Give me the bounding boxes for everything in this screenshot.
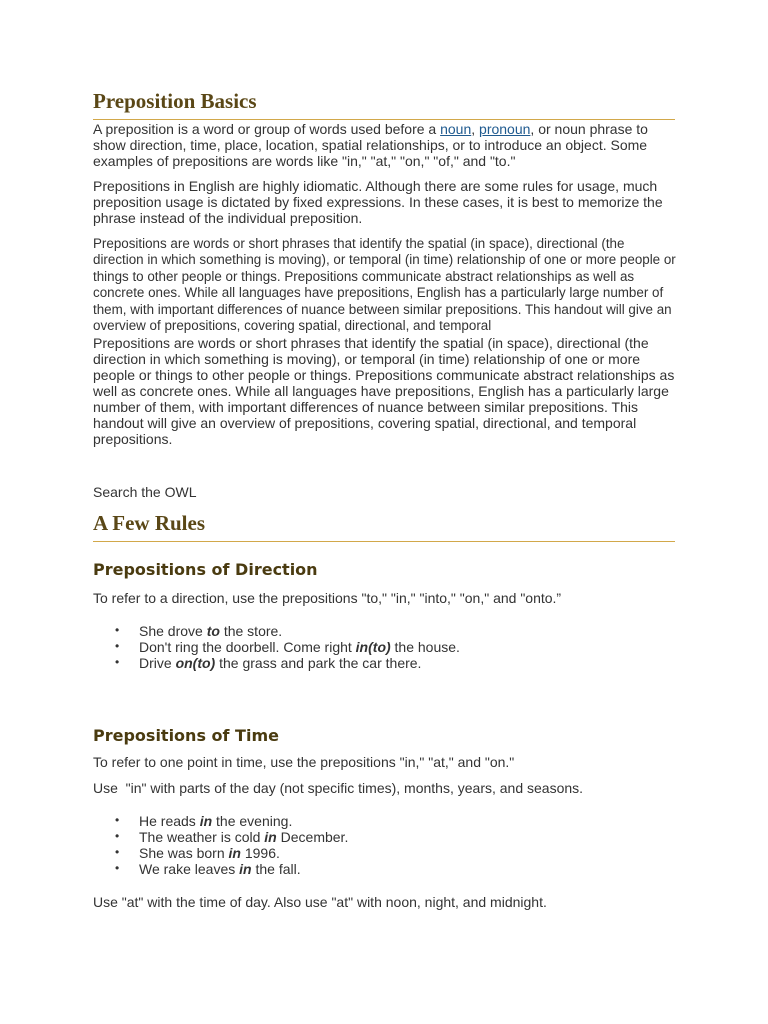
example-text-continued: December. [276,829,349,845]
pronoun-link[interactable]: pronoun [479,121,531,137]
intro-text-continued: , or noun phrase to show direction, time, place, location, spatial relationships, or to introduce an object. Some examples of prepositions are words like "in," "at," "on," "of," and "to." [93,121,648,169]
noun-link[interactable]: noun [440,121,472,137]
example-text: We rake leaves [139,861,240,877]
use-in-rule: Use "in" with parts of the day (not specific times), months, years, and seasons. [93,780,584,796]
example-text-continued: the evening. [212,813,293,829]
overview-paragraph: Prepositions are words or short phrases that identify the spatial (in space), directional (the direction in which something is moving), or temporal (in time) relationship of one or more people or things to other people or things. Prepositions communicate abstract relationships as well as concrete ones. While all languages have prepositions, English has a particularly large number of them, with important differences of nuance between similar prepositions. This handout will give an overview of prepositions, covering spatial, directional, and temporal [93,236,676,334]
example-text: Drive [139,655,176,671]
time-intro: To refer to one point in time, use the prepositions "in," "at," and "on." [93,754,515,770]
overview-paragraph-repeat: Prepositions are words or short phrases that identify the spatial (in space), directional (the direction in which something is moving), or temporal (in time) relationship of one or more people or things to other people or things. Prepositions communicate abstract relationships as well as concrete ones. While all languages have prepositions, English has a particularly large number of them, with important differences of nuance between similar prepositions. This handout will give an overview of prepositions, covering spatial, directional, and temporal prepositions. [93,335,675,447]
list-item [93,845,675,861]
example-preposition: in [228,845,241,861]
section-title-preposition-basics: Preposition Basics [93,89,257,113]
example-text: He reads [139,813,200,829]
direction-intro: To refer to a direction, use the prepositions "to," "in," "into," "on," and "onto.” [93,590,562,606]
search-owl-text[interactable]: Search the OWL [93,484,197,500]
intro-paragraph [93,121,675,169]
list-item [93,829,675,845]
bullet-icon: • [115,829,120,843]
intro-text-separator: , [471,121,480,137]
direction-examples-list [93,623,675,671]
time-examples-list [93,813,675,877]
bullet-icon: • [115,639,120,653]
idiomatic-paragraph: Prepositions in English are highly idiomatic. Although there are some rules for usage, much preposition usage is dictated by fixed expressions. In these cases, it is best to memorize the phrase instead of the individual preposition. [93,178,663,226]
bullet-icon: • [115,861,120,875]
bullet-icon: • [115,813,120,827]
bullet-icon: • [115,655,120,669]
bullet-icon: • [115,623,120,637]
title-divider [93,119,675,120]
intro-text: A preposition is a word or group of words used before a [93,121,441,137]
example-text-continued: the fall. [251,861,301,877]
list-item [93,813,675,829]
example-preposition: in [199,813,213,829]
section-title-a-few-rules: A Few Rules [93,511,205,535]
example-preposition: in(to) [355,639,391,655]
example-preposition: in [239,861,252,877]
list-item [93,861,675,877]
use-at-rule: Use "at" with the time of day. Also use "at" with noon, night, and midnight. [93,894,547,910]
example-text-continued: the store. [219,623,283,639]
example-preposition: on(to) [175,655,216,671]
list-item [93,623,675,639]
example-text: The weather is cold [139,829,265,845]
example-text: She drove [139,623,207,639]
bullet-icon: • [115,845,120,859]
heading-prepositions-of-time: Prepositions of Time [93,726,279,745]
example-text-continued: 1996. [240,845,280,861]
example-text: Don't ring the doorbell. Come right [139,639,356,655]
example-preposition: to [206,623,220,639]
list-item [93,639,675,655]
example-preposition: in [264,829,277,845]
example-text: She was born [139,845,229,861]
list-item [93,655,675,671]
example-text-continued: the grass and park the car there. [215,655,422,671]
rules-divider [93,541,675,542]
example-text-continued: the house. [390,639,460,655]
heading-prepositions-of-direction: Prepositions of Direction [93,560,318,579]
